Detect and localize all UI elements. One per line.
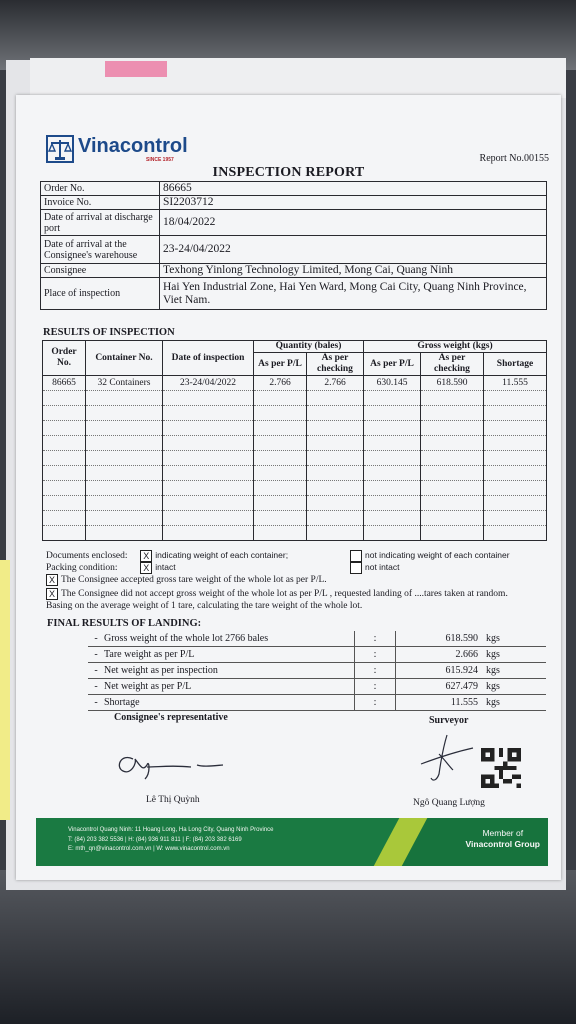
info-value: Hai Yen Industrial Zone, Hai Yen Ward, Mong Cai City, Quang Ninh Province, Viet Nam. (160, 278, 547, 310)
landing-value: 627.479 (396, 679, 487, 695)
info-row (41, 236, 547, 264)
row-dash: - (88, 647, 104, 663)
inspection-report-page (16, 95, 561, 880)
cell-order-no: 86665 (43, 376, 86, 391)
empty-row (43, 466, 547, 481)
footer-member (466, 828, 540, 849)
intact-label: intact (155, 562, 176, 572)
results-header-row (43, 341, 547, 353)
row-dash: - (88, 679, 104, 695)
col-quantity: Quantity (bales) (254, 341, 364, 353)
info-value: SI2203712 (160, 196, 547, 210)
col-container-no: Container No. (86, 341, 163, 376)
consignee-not-accept-line (46, 588, 526, 612)
scales-logo-icon (46, 135, 74, 163)
row-colon: : (355, 679, 396, 695)
since-label: SINCE 1957 (146, 157, 174, 163)
row-dash: - (88, 695, 104, 711)
results-table (42, 340, 547, 541)
cell-container-no: 32 Containers (86, 376, 163, 391)
brand-name: Vinacontrol (78, 135, 188, 157)
consignee-accepted-line (46, 574, 327, 586)
info-value: 23-24/04/2022 (160, 236, 547, 264)
cell-date: 23-24/04/2022 (163, 376, 254, 391)
info-label: Place of inspection (41, 278, 160, 310)
row-colon: : (355, 695, 396, 711)
cell-qty-checking: 2.766 (307, 376, 364, 391)
info-label: Order No. (41, 182, 160, 196)
cell-qty-pl: 2.766 (254, 376, 307, 391)
landing-unit: kgs (486, 695, 546, 711)
empty-row (43, 526, 547, 541)
not-intact-option (350, 561, 400, 574)
info-row (41, 278, 547, 310)
col-qty-as-per-pl: As per P/L (254, 353, 307, 376)
report-title: INSPECTION REPORT (212, 165, 365, 180)
yellow-sheet-edge (0, 560, 10, 820)
col-weight-as-per-checking: As per checking (421, 353, 484, 376)
col-order-no: Order No. (43, 341, 86, 376)
landing-row (88, 679, 546, 695)
cell-shortage: 11.555 (484, 376, 547, 391)
not-accept-checkbox: X (46, 588, 58, 600)
empty-row (43, 406, 547, 421)
vinacontrol-logo (46, 135, 188, 163)
footer-address: Vinacontrol Quang Ninh: 11 Hoang Long, Ha Long City, Quang Ninh Province (68, 827, 274, 833)
packing-label: Packing condition: (46, 563, 118, 573)
empty-row (43, 511, 547, 526)
info-label: Invoice No. (41, 196, 160, 210)
info-row (41, 210, 547, 236)
results-title: RESULTS OF INSPECTION (43, 327, 175, 338)
info-row (41, 264, 547, 278)
landing-unit: kgs (486, 647, 546, 663)
landing-unit: kgs (486, 631, 546, 647)
info-value: 18/04/2022 (160, 210, 547, 236)
info-row (41, 196, 547, 210)
consignee-rep-name: Lê Thị Quỳnh (146, 795, 200, 805)
info-value: 86665 (160, 182, 547, 196)
empty-row (43, 481, 547, 496)
empty-row (43, 391, 547, 406)
landing-row (88, 695, 546, 711)
footer-banner (36, 818, 548, 866)
member-group-label: Vinacontrol Group (465, 838, 540, 849)
col-date-of-inspection: Date of inspection (163, 341, 254, 376)
accepted-checkbox: X (46, 574, 58, 586)
landing-label: Net weight as per inspection (104, 663, 355, 679)
col-shortage: Shortage (484, 353, 547, 376)
landing-value: 615.924 (396, 663, 487, 679)
landing-value: 618.590 (396, 631, 487, 647)
landing-results-table (88, 631, 546, 711)
documents-label: Documents enclosed: (46, 551, 128, 561)
sticky-tab (105, 61, 167, 77)
not-intact-checkbox (350, 562, 362, 574)
indicating-weight-label: indicating weight of each container; (155, 550, 289, 560)
surveyor-signature (411, 730, 491, 785)
landing-row (88, 631, 546, 647)
info-label: Date of arrival at discharge port (41, 210, 160, 236)
cell-weight-checking: 618.590 (421, 376, 484, 391)
footer-phone: T: (84) 203 382 5536 | H: (84) 936 911 811 | F: (84) 203 382 6169 (68, 836, 242, 843)
surveyor-name: Ngô Quang Lượng (413, 798, 485, 808)
background-bottom (0, 870, 576, 1024)
landing-unit: kgs (486, 663, 546, 679)
landing-value: 11.555 (396, 695, 487, 711)
report-number: Report No.00155 (479, 153, 549, 164)
not-indicating-checkbox (350, 550, 362, 562)
landing-value: 2.666 (396, 647, 487, 663)
accepted-text: The Consignee accepted gross tare weight of the whole lot as per P/L. (61, 575, 327, 586)
footer-contact (68, 826, 273, 855)
info-label: Consignee (41, 264, 160, 278)
row-dash: - (88, 631, 104, 647)
landing-label: Net weight as per P/L (104, 679, 355, 695)
results-data-row (43, 376, 547, 391)
indicating-weight-checkbox: X (140, 550, 152, 562)
col-weight-as-per-pl: As per P/L (364, 353, 421, 376)
consignee-representative-label: Consignee's representative (114, 712, 228, 723)
row-colon: : (355, 631, 396, 647)
surveyor-label: Surveyor (429, 715, 469, 726)
not-accept-text: The Consignee did not accept gross weight of the whole lot as per P/L , requested landing of ....tares taken at random. Basing on the average weight of 1 tare, calculating the tare weight of the whole lot. (46, 589, 508, 612)
row-colon: : (355, 663, 396, 679)
member-of-label: Member of (482, 828, 524, 838)
empty-row (43, 451, 547, 466)
empty-row (43, 496, 547, 511)
col-qty-as-per-checking: As per checking (307, 353, 364, 376)
not-intact-label: not intact (365, 562, 400, 572)
col-gross-weight: Gross weight (kgs) (364, 341, 547, 353)
row-dash: - (88, 663, 104, 679)
info-value: Texhong Yinlong Technology Limited, Mong Cai, Quang Ninh (160, 264, 547, 278)
intact-checkbox: X (140, 562, 152, 574)
qr-code-icon (481, 747, 521, 789)
landing-label: Shortage (104, 695, 355, 711)
cell-weight-pl: 630.145 (364, 376, 421, 391)
info-label: Date of arrival at the Consignee's warehouse (41, 236, 160, 264)
info-row (41, 182, 547, 196)
landing-label: Tare weight as per P/L (104, 647, 355, 663)
not-indicating-label: not indicating weight of each container (365, 550, 510, 560)
landing-unit: kgs (486, 679, 546, 695)
landing-label: Gross weight of the whole lot 2766 bales (104, 631, 355, 647)
landing-row (88, 647, 546, 663)
empty-row (43, 421, 547, 436)
footer-email-web: E: mth_qn@vinacontrol.com.vn | W: www.vinacontrol.com.vn (68, 846, 230, 852)
packing-condition-line (46, 561, 176, 574)
consignee-signature (111, 745, 231, 785)
order-info-table (40, 181, 547, 310)
row-colon: : (355, 647, 396, 663)
empty-row (43, 436, 547, 451)
final-results-title: FINAL RESULTS OF LANDING: (47, 618, 202, 629)
landing-row (88, 663, 546, 679)
